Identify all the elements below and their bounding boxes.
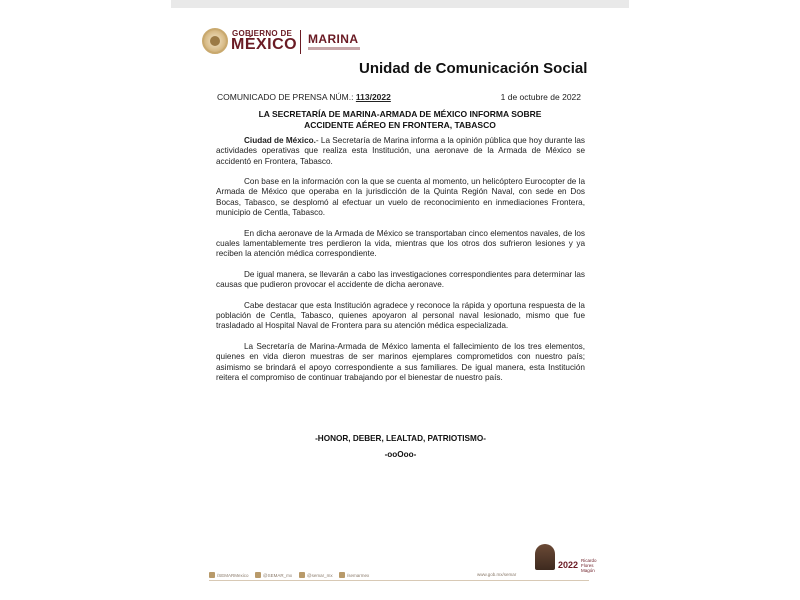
instagram-icon [299, 572, 305, 578]
mexico-label: MÉXICO [231, 36, 298, 53]
website-link: www.gob.mx/semar [477, 572, 517, 577]
closing-mark: -ooOoo- [384, 450, 417, 459]
top-toolbar-strip [171, 0, 629, 8]
gobierno-label: GOBIERNO DE [232, 29, 293, 38]
body-text [216, 136, 585, 393]
communique-number: 113/2022 [355, 92, 391, 102]
motto: -HONOR, DEBER, LEALTAD, PATRIOTISMO- [315, 434, 486, 443]
communique-date: 1 de octubre de 2022 [500, 92, 581, 102]
twitter-icon [255, 572, 261, 578]
document-page [171, 8, 629, 600]
paragraph-1: Ciudad de México.- La Secretaría de Marina informa a la opinión pública que hoy durante las actividades operativas que realiza esta Institución, una aeronave de la Armada de México se accidentó en Frontera, Tabasco. [216, 136, 585, 166]
header-divider [300, 30, 301, 54]
social-twitter: @SEMAR_mx [255, 572, 292, 578]
social-youtube: /semarmex [339, 572, 369, 578]
facebook-icon [209, 572, 215, 578]
paragraph-2: Con base en la información con la que se cuenta al momento, un helicóptero Eurocopter de la Armada de México que operaba en la jurisdicción de la Quinta Región Naval, con sede en Dos Bocas, Tabasco, se desplomó al efectuar un vuelo de reconocimiento en inmediaciones Frontera, municipio de Centla, Tabasco. [216, 177, 585, 218]
year-caption: Ricardo Flores Magón [581, 558, 597, 573]
paragraph-3: En dicha aeronave de la Armada de México se transportaban cinco elementos navales, de los cuales lamentablemente tres perdieron la vida, mientras que los otros dos sufrieron lesiones y ya reciben la atención médica correspondiente. [216, 228, 585, 259]
youtube-icon [339, 572, 345, 578]
headline: LA SECRETARÍA DE MARINA-ARMADA DE MÉXICO INFORMA SOBRE ACCIDENTE AÉREO EN FRONTERA, TABASCO [258, 109, 542, 130]
communique-label: COMUNICADO DE PRENSA NÚM.: [217, 92, 354, 102]
marina-logo-text: MARINA [308, 32, 359, 46]
social-instagram: @semar_mx [299, 572, 333, 578]
paragraph-4: De igual manera, se llevarán a cabo las investigaciones correspondientes para determinar las causas que pudieron provocar el accidente de dicha aeronave. [216, 269, 585, 290]
unit-title: Unidad de Comunicación Social [359, 60, 588, 77]
portrait-image [535, 544, 555, 570]
dateline: Ciudad de México. [244, 136, 316, 145]
paragraph-5: Cabe destacar que esta Institución agradece y reconoce la rápida y oportuna respuesta de la población de Centla, Tabasco, quienes apoyaron al personal naval lesionado, mismo que fue trasladado al Hospital Naval de Frontera para su atención médica especializada. [216, 300, 585, 331]
marina-subtitle-bar [308, 47, 360, 50]
social-facebook: /SEMARMexico [209, 572, 249, 578]
communique-line [217, 92, 581, 102]
footer-divider [209, 580, 589, 581]
paragraph-6: La Secretaría de Marina-Armada de México lamenta el fallecimiento de los tres elementos, quienes en vida dieron muestras de ser marinos ejemplares comprometidos con nuestro país; asimismo se brindará el apoyo correspondiente a sus familiares. De igual manera, esta Institución reitera el compromiso de continuar trabajando por el bienestar de nuestro país. [216, 341, 585, 382]
year-logo: 2022 [558, 560, 579, 570]
government-seal-icon [202, 28, 228, 54]
